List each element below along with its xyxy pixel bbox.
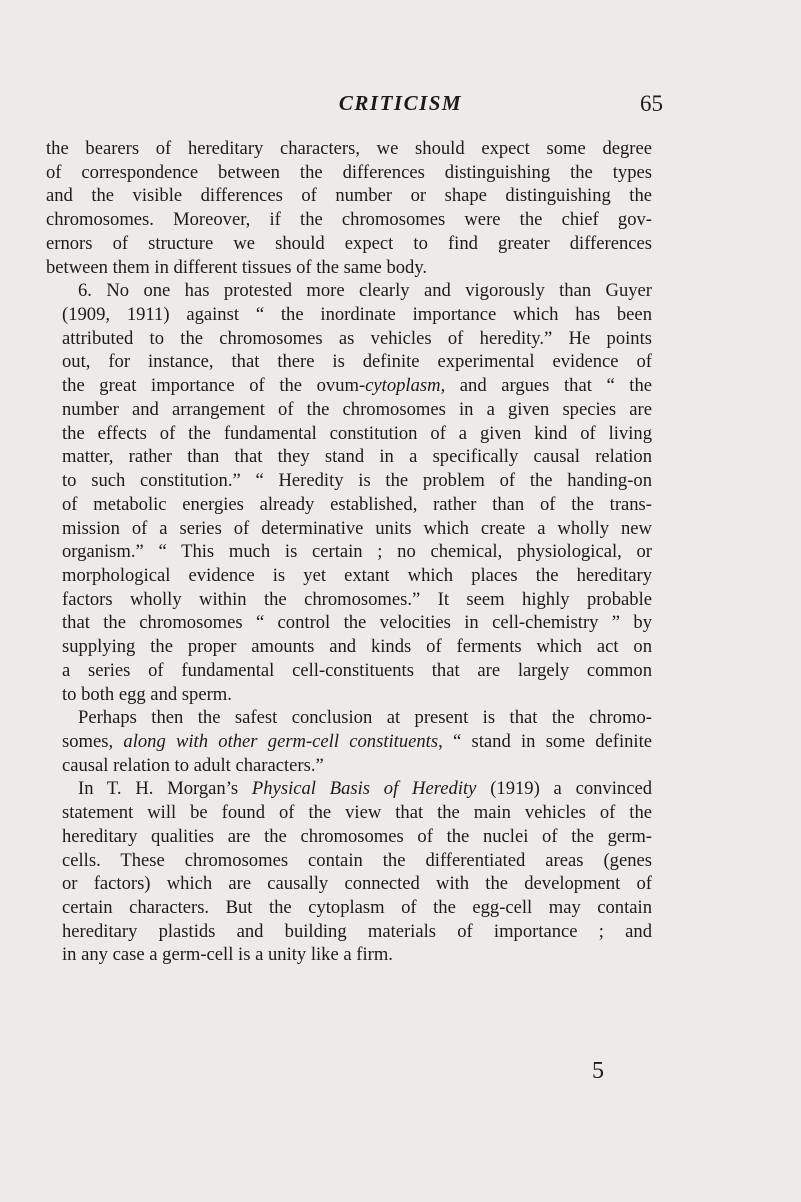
text-line: factors wholly within the chromosomes.” It seem highly probable — [62, 588, 652, 610]
text-line: and the visible differences of number or shape distinguishing the — [46, 185, 652, 207]
text-line: of metabolic energies already established, rather than of the trans- — [62, 493, 652, 515]
text-line: out, for instance, that there is definite experimental evidence of — [62, 351, 652, 373]
text-line: in any case a germ-cell is a unity like a firm. — [62, 944, 393, 966]
text-line: the effects of the fundamental constitution of a given kind of living — [62, 422, 652, 444]
text-line: number and arrangement of the chromosomes in a given species are — [62, 398, 652, 420]
text-line: matter, rather than that they stand in a specifically causal relation — [62, 446, 652, 468]
paragraph — [46, 777, 652, 967]
text-line: a series of fundamental cell-constituents that are largely common — [62, 659, 652, 681]
text-line: cells. These chromosomes contain the differentiated areas (genes — [62, 849, 652, 871]
paragraph — [46, 137, 652, 279]
text-line: morphological evidence is yet extant which places the hereditary — [62, 564, 652, 586]
text-line: attributed to the chromosomes as vehicles of heredity.” He points — [62, 327, 652, 349]
text-line: or factors) which are causally connected with the development of — [62, 873, 652, 895]
text-line: 6. No one has protested more clearly and vigorously than Guyer — [78, 280, 652, 302]
page-header — [0, 88, 801, 118]
text-line: chromosomes. Moreover, if the chromosomes were the chief gov- — [46, 209, 652, 231]
body-text — [46, 137, 652, 967]
text-line: to both egg and sperm. — [62, 683, 232, 705]
text-line: certain characters. But the cytoplasm of the egg-cell may contain — [62, 897, 652, 918]
text-line: mission of a series of determinative units which create a wholly new — [62, 517, 652, 539]
text-line: supplying the proper amounts and kinds of ferments which act on — [62, 636, 652, 658]
text-line: hereditary plastids and building materials of importance ; and — [62, 920, 652, 942]
paragraph — [46, 706, 652, 777]
paragraph — [46, 279, 652, 706]
signature-mark: 5 — [592, 1058, 604, 1084]
text-line: that the chromosomes “ control the velocities in cell-chemistry ” by — [62, 612, 652, 634]
text-line: Perhaps then the safest conclusion at present is that the chromo- — [78, 707, 652, 729]
text-line: between them in different tissues of the same body. — [46, 256, 428, 278]
text-line: causal relation to adult characters.” — [62, 754, 324, 776]
text-line: hereditary qualities are the chromosomes of the nuclei of the germ- — [62, 825, 652, 847]
text-line: of correspondence between the differences distinguishing the types — [46, 161, 652, 183]
text-line: organism.” “ This much is certain ; no chemical, physiological, or — [62, 541, 652, 563]
text-line: the great importance of the ovum-cytoplasm, and argues that “ the — [62, 375, 652, 397]
text-line: (1909, 1911) against “ the inordinate importance which has been — [62, 304, 652, 326]
text-line: In T. H. Morgan’s Physical Basis of Heredity (1919) a convinced — [78, 778, 652, 800]
text-line: ernors of structure we should expect to find greater differences — [46, 232, 652, 254]
running-title: CRITICISM — [338, 91, 463, 115]
text-line: statement will be found of the view that the main vehicles of the — [62, 802, 652, 824]
text-line: to such constitution.” “ Heredity is the problem of the handing-on — [62, 470, 652, 492]
page-number: 65 — [640, 91, 663, 116]
text-line: somes, along with other germ-cell constituents, “ stand in some definite — [62, 730, 652, 752]
text-line: the bearers of hereditary characters, we should expect some degree — [46, 138, 652, 159]
